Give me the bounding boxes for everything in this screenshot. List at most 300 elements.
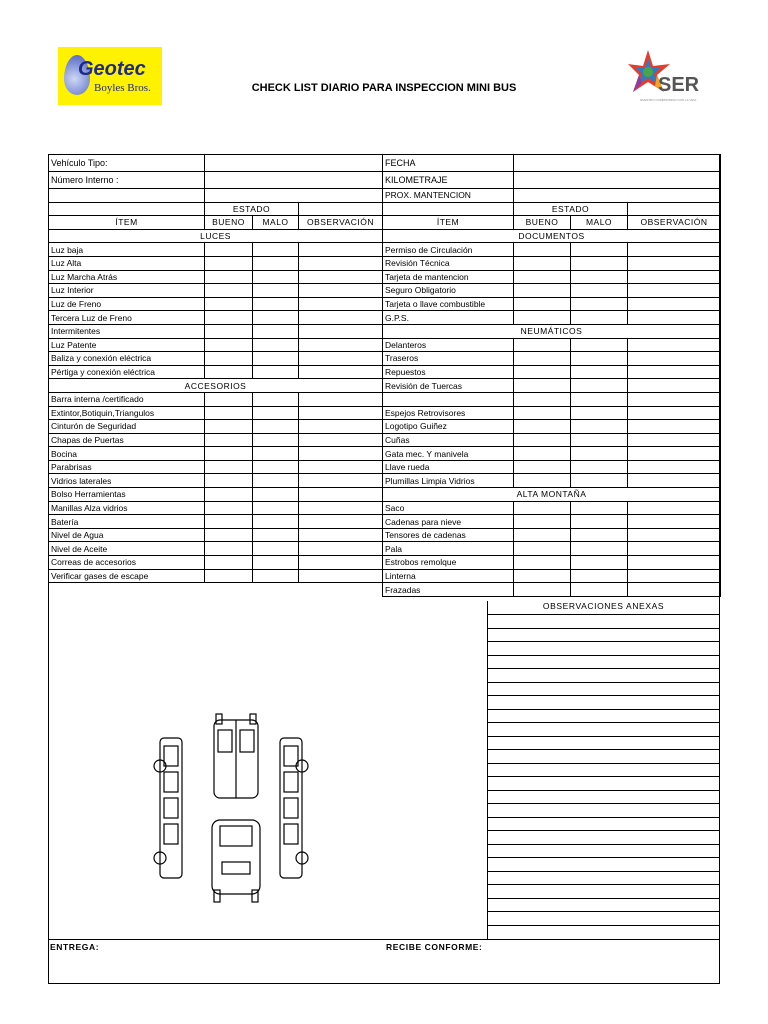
observacion-cell[interactable] <box>628 338 721 352</box>
observation-line[interactable] <box>487 668 720 669</box>
observacion-cell[interactable] <box>628 433 721 447</box>
right-checklist-table <box>382 154 721 597</box>
table-row <box>383 433 721 447</box>
bueno-cell[interactable] <box>514 474 571 488</box>
bueno-header: BUENO <box>514 216 571 230</box>
bueno-cell[interactable] <box>205 515 253 529</box>
table-row <box>383 392 721 406</box>
observation-line[interactable] <box>487 911 720 912</box>
bueno-cell[interactable] <box>205 270 253 284</box>
malo-cell[interactable] <box>253 324 299 338</box>
observacion-cell[interactable] <box>628 474 721 488</box>
observacion-cell[interactable] <box>299 542 383 556</box>
malo-cell[interactable] <box>253 392 299 406</box>
observacion-cell[interactable] <box>628 379 721 393</box>
bueno-cell[interactable] <box>514 297 571 311</box>
observation-line[interactable] <box>487 884 720 885</box>
malo-cell[interactable] <box>571 270 628 284</box>
item-label: Luz de Freno <box>49 297 205 311</box>
table-row <box>383 420 721 434</box>
malo-cell[interactable] <box>571 433 628 447</box>
observation-line[interactable] <box>487 871 720 872</box>
malo-cell[interactable] <box>571 583 628 597</box>
table-row <box>383 352 721 366</box>
section-accesorios: ACCESORIOS <box>49 379 383 393</box>
observacion-cell[interactable] <box>628 528 721 542</box>
table-row <box>49 447 383 461</box>
estado-header: ESTADO <box>205 202 299 216</box>
table-row <box>49 338 383 352</box>
bueno-cell[interactable] <box>514 406 571 420</box>
observacion-cell[interactable] <box>299 352 383 366</box>
observation-line[interactable] <box>487 709 720 710</box>
bueno-cell[interactable] <box>514 460 571 474</box>
observation-line[interactable] <box>487 736 720 737</box>
observacion-cell[interactable] <box>299 256 383 270</box>
bueno-cell[interactable] <box>205 474 253 488</box>
bueno-cell[interactable] <box>514 256 571 270</box>
item-label <box>383 392 514 406</box>
logo-right-tag: NUESTRO COMPROMISO CON LA VIDA <box>640 98 697 102</box>
bueno-cell[interactable] <box>205 420 253 434</box>
malo-cell[interactable] <box>253 515 299 529</box>
table-row <box>49 155 383 172</box>
observation-line[interactable] <box>487 844 720 845</box>
malo-cell[interactable] <box>253 270 299 284</box>
logo-left-sub: Boyles Bros. <box>94 82 151 94</box>
table-row <box>383 189 721 203</box>
malo-cell[interactable] <box>571 569 628 583</box>
observacion-cell[interactable] <box>299 406 383 420</box>
bueno-cell[interactable] <box>205 488 253 502</box>
bueno-cell[interactable] <box>205 460 253 474</box>
bueno-cell[interactable] <box>514 311 571 325</box>
observacion-cell[interactable] <box>628 583 721 597</box>
malo-cell[interactable] <box>571 284 628 298</box>
item-label: Luz Interior <box>49 284 205 298</box>
ser-logo <box>628 48 708 106</box>
malo-cell[interactable] <box>571 392 628 406</box>
bueno-cell[interactable] <box>514 379 571 393</box>
item-label: Saco <box>383 501 514 515</box>
table-row <box>49 365 383 379</box>
observacion-cell[interactable] <box>299 365 383 379</box>
observation-line[interactable] <box>487 682 720 683</box>
blank-cell[interactable] <box>628 202 721 216</box>
observaciones-title: OBSERVACIONES ANEXAS <box>542 601 665 611</box>
observation-line[interactable] <box>487 790 720 791</box>
observacion-cell[interactable] <box>299 243 383 257</box>
observation-line[interactable] <box>487 776 720 777</box>
section-alta-montana: ALTA MONTAÑA <box>383 488 721 502</box>
item-label: Linterna <box>383 569 514 583</box>
malo-cell[interactable] <box>253 420 299 434</box>
malo-cell[interactable] <box>571 447 628 461</box>
bueno-header: BUENO <box>205 216 253 230</box>
item-label: Tarjeta de mantencion <box>383 270 514 284</box>
item-label: Correas de accesorios <box>49 556 205 570</box>
observacion-cell[interactable] <box>299 569 383 583</box>
observacion-cell[interactable] <box>299 556 383 570</box>
malo-cell[interactable] <box>253 406 299 420</box>
bueno-cell[interactable] <box>514 569 571 583</box>
item-label: Nivel de Agua <box>49 528 205 542</box>
item-label: Bocina <box>49 447 205 461</box>
table-row <box>383 379 721 393</box>
malo-cell[interactable] <box>253 528 299 542</box>
blank-cell[interactable] <box>49 189 205 203</box>
table-row <box>383 528 721 542</box>
table-row <box>383 256 721 270</box>
bueno-cell[interactable] <box>514 338 571 352</box>
observation-line[interactable] <box>487 614 720 615</box>
bueno-cell[interactable] <box>514 447 571 461</box>
malo-cell[interactable] <box>253 365 299 379</box>
blank-cell[interactable] <box>383 202 514 216</box>
bueno-cell[interactable] <box>205 338 253 352</box>
item-label: Nivel de Aceite <box>49 542 205 556</box>
item-label: Tarjeta o llave combustible <box>383 297 514 311</box>
table-row <box>49 433 383 447</box>
malo-cell[interactable] <box>571 528 628 542</box>
bueno-cell[interactable] <box>205 406 253 420</box>
malo-cell[interactable] <box>253 243 299 257</box>
bueno-cell[interactable] <box>514 528 571 542</box>
table-row <box>49 284 383 298</box>
item-label: Barra interna /certificado <box>49 392 205 406</box>
table-row <box>383 474 721 488</box>
table-row <box>383 556 721 570</box>
item-label: Cinturón de Seguridad <box>49 420 205 434</box>
malo-cell[interactable] <box>253 569 299 583</box>
item-label: Frazadas <box>383 583 514 597</box>
item-label: Revisión de Tuercas <box>383 379 514 393</box>
mileage-label: KILOMETRAJE <box>383 172 514 189</box>
table-row <box>383 338 721 352</box>
table-row <box>49 392 383 406</box>
malo-cell[interactable] <box>571 297 628 311</box>
observacion-cell[interactable] <box>299 392 383 406</box>
section-luces: LUCES <box>49 229 383 243</box>
observation-line[interactable] <box>487 722 720 723</box>
malo-cell[interactable] <box>571 515 628 529</box>
observacion-cell[interactable] <box>628 256 721 270</box>
observacion-cell[interactable] <box>299 284 383 298</box>
bueno-cell[interactable] <box>205 392 253 406</box>
malo-cell[interactable] <box>571 501 628 515</box>
observacion-cell[interactable] <box>299 338 383 352</box>
item-label: Batería <box>49 515 205 529</box>
table-row <box>49 556 383 570</box>
observacion-cell[interactable] <box>299 433 383 447</box>
observation-line[interactable] <box>487 655 720 656</box>
malo-cell[interactable] <box>571 542 628 556</box>
observacion-cell[interactable] <box>628 284 721 298</box>
table-row <box>49 515 383 529</box>
bueno-cell[interactable] <box>514 542 571 556</box>
item-label: Cuñas <box>383 433 514 447</box>
table-row <box>383 270 721 284</box>
malo-cell[interactable] <box>253 297 299 311</box>
table-row <box>383 488 721 502</box>
observacion-cell[interactable] <box>299 501 383 515</box>
bueno-cell[interactable] <box>205 569 253 583</box>
bueno-cell[interactable] <box>205 284 253 298</box>
malo-cell[interactable] <box>253 352 299 366</box>
bueno-cell[interactable] <box>205 297 253 311</box>
malo-cell[interactable] <box>253 556 299 570</box>
table-row <box>49 202 383 216</box>
bueno-cell[interactable] <box>514 270 571 284</box>
blank-cell[interactable] <box>205 189 383 203</box>
item-label: Manillas Alza vidrios <box>49 501 205 515</box>
observacion-cell[interactable] <box>628 542 721 556</box>
table-row <box>49 420 383 434</box>
vehicle-type-label: Vehículo Tipo: <box>49 155 205 172</box>
observacion-header: OBSERVACIÓN <box>628 216 721 230</box>
observacion-cell[interactable] <box>628 352 721 366</box>
bueno-cell[interactable] <box>205 256 253 270</box>
table-row <box>49 256 383 270</box>
table-row <box>383 311 721 325</box>
observacion-cell[interactable] <box>628 515 721 529</box>
bueno-cell[interactable] <box>205 433 253 447</box>
observacion-cell[interactable] <box>628 243 721 257</box>
table-row <box>383 297 721 311</box>
bueno-cell[interactable] <box>205 352 253 366</box>
signature-row <box>48 939 720 984</box>
table-row <box>49 406 383 420</box>
observacion-cell[interactable] <box>628 556 721 570</box>
item-label: Permiso de Circulación <box>383 243 514 257</box>
malo-cell[interactable] <box>253 311 299 325</box>
bueno-cell[interactable] <box>205 542 253 556</box>
table-row <box>383 365 721 379</box>
table-row <box>383 284 721 298</box>
observacion-cell[interactable] <box>299 270 383 284</box>
item-label: Tercera Luz de Freno <box>49 311 205 325</box>
item-header: ÍTEM <box>49 216 205 230</box>
page-title: CHECK LIST DIARIO PARA INSPECCION MINI BUS <box>251 82 517 94</box>
bueno-cell[interactable] <box>205 447 253 461</box>
mileage-field[interactable] <box>514 172 721 189</box>
bueno-cell[interactable] <box>514 243 571 257</box>
bueno-cell[interactable] <box>514 420 571 434</box>
malo-cell[interactable] <box>571 556 628 570</box>
table-row <box>49 311 383 325</box>
malo-cell[interactable] <box>571 243 628 257</box>
observacion-cell[interactable] <box>299 528 383 542</box>
malo-cell[interactable] <box>253 542 299 556</box>
observation-line[interactable] <box>487 749 720 750</box>
item-label: Traseros <box>383 352 514 366</box>
bueno-cell[interactable] <box>205 528 253 542</box>
malo-cell[interactable] <box>253 433 299 447</box>
table-row <box>49 216 383 230</box>
bueno-cell[interactable] <box>205 311 253 325</box>
malo-cell[interactable] <box>571 474 628 488</box>
observacion-cell[interactable] <box>628 447 721 461</box>
observation-line[interactable] <box>487 628 720 629</box>
malo-cell[interactable] <box>571 406 628 420</box>
item-label: Logotipo Guiñez <box>383 420 514 434</box>
malo-cell[interactable] <box>571 352 628 366</box>
item-label: Verificar gases de escape <box>49 569 205 583</box>
section-neumaticos: NEUMÁTICOS <box>383 324 721 338</box>
estado-header: ESTADO <box>514 202 628 216</box>
entrega-label: ENTREGA: <box>50 942 100 952</box>
item-label: Luz baja <box>49 243 205 257</box>
malo-cell[interactable] <box>571 379 628 393</box>
malo-cell[interactable] <box>571 420 628 434</box>
observacion-cell[interactable] <box>299 447 383 461</box>
blank-cell[interactable] <box>49 202 205 216</box>
observacion-cell[interactable] <box>628 365 721 379</box>
observacion-cell[interactable] <box>628 406 721 420</box>
table-row <box>383 447 721 461</box>
item-label: Plumillas Limpia Vidrios <box>383 474 514 488</box>
observacion-cell[interactable] <box>299 474 383 488</box>
table-row <box>383 460 721 474</box>
next-maintenance-label: PROX. MANTENCION <box>383 189 514 203</box>
item-label: Chapas de Puertas <box>49 433 205 447</box>
malo-cell[interactable] <box>253 474 299 488</box>
observation-line[interactable] <box>487 803 720 804</box>
table-row <box>383 406 721 420</box>
malo-cell[interactable] <box>253 256 299 270</box>
malo-header: MALO <box>571 216 628 230</box>
item-label: G.P.S. <box>383 311 514 325</box>
observacion-cell[interactable] <box>628 460 721 474</box>
item-label: Bolso Herramientas <box>49 488 205 502</box>
malo-cell[interactable] <box>253 447 299 461</box>
table-row <box>383 542 721 556</box>
item-label: Pértiga y conexión eléctrica <box>49 365 205 379</box>
logo-right-name: SER <box>658 74 700 96</box>
malo-cell[interactable] <box>253 501 299 515</box>
table-row <box>383 216 721 230</box>
internal-number-label: Número Interno : <box>49 172 205 189</box>
malo-cell[interactable] <box>571 460 628 474</box>
item-label: Luz Patente <box>49 338 205 352</box>
bueno-cell[interactable] <box>514 556 571 570</box>
observacion-cell[interactable] <box>299 311 383 325</box>
vehicle-type-field[interactable] <box>205 155 383 172</box>
table-row <box>49 528 383 542</box>
bueno-cell[interactable] <box>514 583 571 597</box>
observation-line[interactable] <box>487 695 720 696</box>
item-label: Delanteros <box>383 338 514 352</box>
item-label: Tensores de cadenas <box>383 528 514 542</box>
observation-line[interactable] <box>487 857 720 858</box>
bueno-cell[interactable] <box>205 556 253 570</box>
item-label: Luz Marcha Atrás <box>49 270 205 284</box>
bueno-cell[interactable] <box>514 501 571 515</box>
geotec-logo <box>58 47 162 105</box>
table-row <box>383 155 721 172</box>
item-label: Vidrios laterales <box>49 474 205 488</box>
item-label: Seguro Obligatorio <box>383 284 514 298</box>
observacion-cell[interactable] <box>628 311 721 325</box>
item-label: Gata mec. Y manivela <box>383 447 514 461</box>
malo-cell[interactable] <box>571 365 628 379</box>
malo-cell[interactable] <box>253 460 299 474</box>
table-row <box>49 229 383 243</box>
observaciones-box <box>487 601 721 939</box>
observacion-cell[interactable] <box>299 297 383 311</box>
malo-cell[interactable] <box>253 488 299 502</box>
table-row <box>49 243 383 257</box>
observacion-cell[interactable] <box>628 392 721 406</box>
bueno-cell[interactable] <box>205 365 253 379</box>
malo-cell[interactable] <box>571 311 628 325</box>
observation-line[interactable] <box>487 898 720 899</box>
next-maintenance-field[interactable] <box>514 189 721 203</box>
observacion-cell[interactable] <box>299 460 383 474</box>
observation-line[interactable] <box>487 641 720 642</box>
bueno-cell[interactable] <box>514 365 571 379</box>
table-row <box>49 189 383 203</box>
observacion-cell[interactable] <box>628 501 721 515</box>
table-row <box>49 501 383 515</box>
item-label: Intermitentes <box>49 324 205 338</box>
date-field[interactable] <box>514 155 721 172</box>
table-row <box>383 202 721 216</box>
table-row <box>49 569 383 583</box>
bueno-cell[interactable] <box>514 352 571 366</box>
date-label: FECHA <box>383 155 514 172</box>
bueno-cell[interactable] <box>514 392 571 406</box>
observation-line[interactable] <box>487 817 720 818</box>
item-label: Parabrisas <box>49 460 205 474</box>
bueno-cell[interactable] <box>205 501 253 515</box>
malo-cell[interactable] <box>253 284 299 298</box>
observacion-cell[interactable] <box>299 420 383 434</box>
table-row <box>383 172 721 189</box>
observacion-cell[interactable] <box>628 270 721 284</box>
observacion-cell[interactable] <box>628 297 721 311</box>
internal-number-field[interactable] <box>205 172 383 189</box>
malo-cell[interactable] <box>253 338 299 352</box>
bueno-cell[interactable] <box>514 284 571 298</box>
observation-line[interactable] <box>487 830 720 831</box>
table-row <box>383 243 721 257</box>
logo-left-name: Geotec <box>78 58 146 80</box>
observacion-cell[interactable] <box>628 420 721 434</box>
observacion-cell[interactable] <box>628 569 721 583</box>
table-row <box>49 172 383 189</box>
malo-cell[interactable] <box>571 256 628 270</box>
observacion-cell[interactable] <box>299 324 383 338</box>
bueno-cell[interactable] <box>205 324 253 338</box>
malo-cell[interactable] <box>571 338 628 352</box>
bueno-cell[interactable] <box>514 433 571 447</box>
bueno-cell[interactable] <box>514 515 571 529</box>
observation-line[interactable] <box>487 763 720 764</box>
table-row <box>383 324 721 338</box>
observacion-header: OBSERVACIÓN <box>299 216 383 230</box>
observacion-cell[interactable] <box>299 515 383 529</box>
item-label: Pala <box>383 542 514 556</box>
observacion-cell[interactable] <box>299 488 383 502</box>
table-row <box>383 569 721 583</box>
bueno-cell[interactable] <box>205 243 253 257</box>
table-row <box>49 460 383 474</box>
blank-cell[interactable] <box>299 202 383 216</box>
table-row <box>383 515 721 529</box>
observation-line[interactable] <box>487 925 720 926</box>
item-label: Llave rueda <box>383 460 514 474</box>
